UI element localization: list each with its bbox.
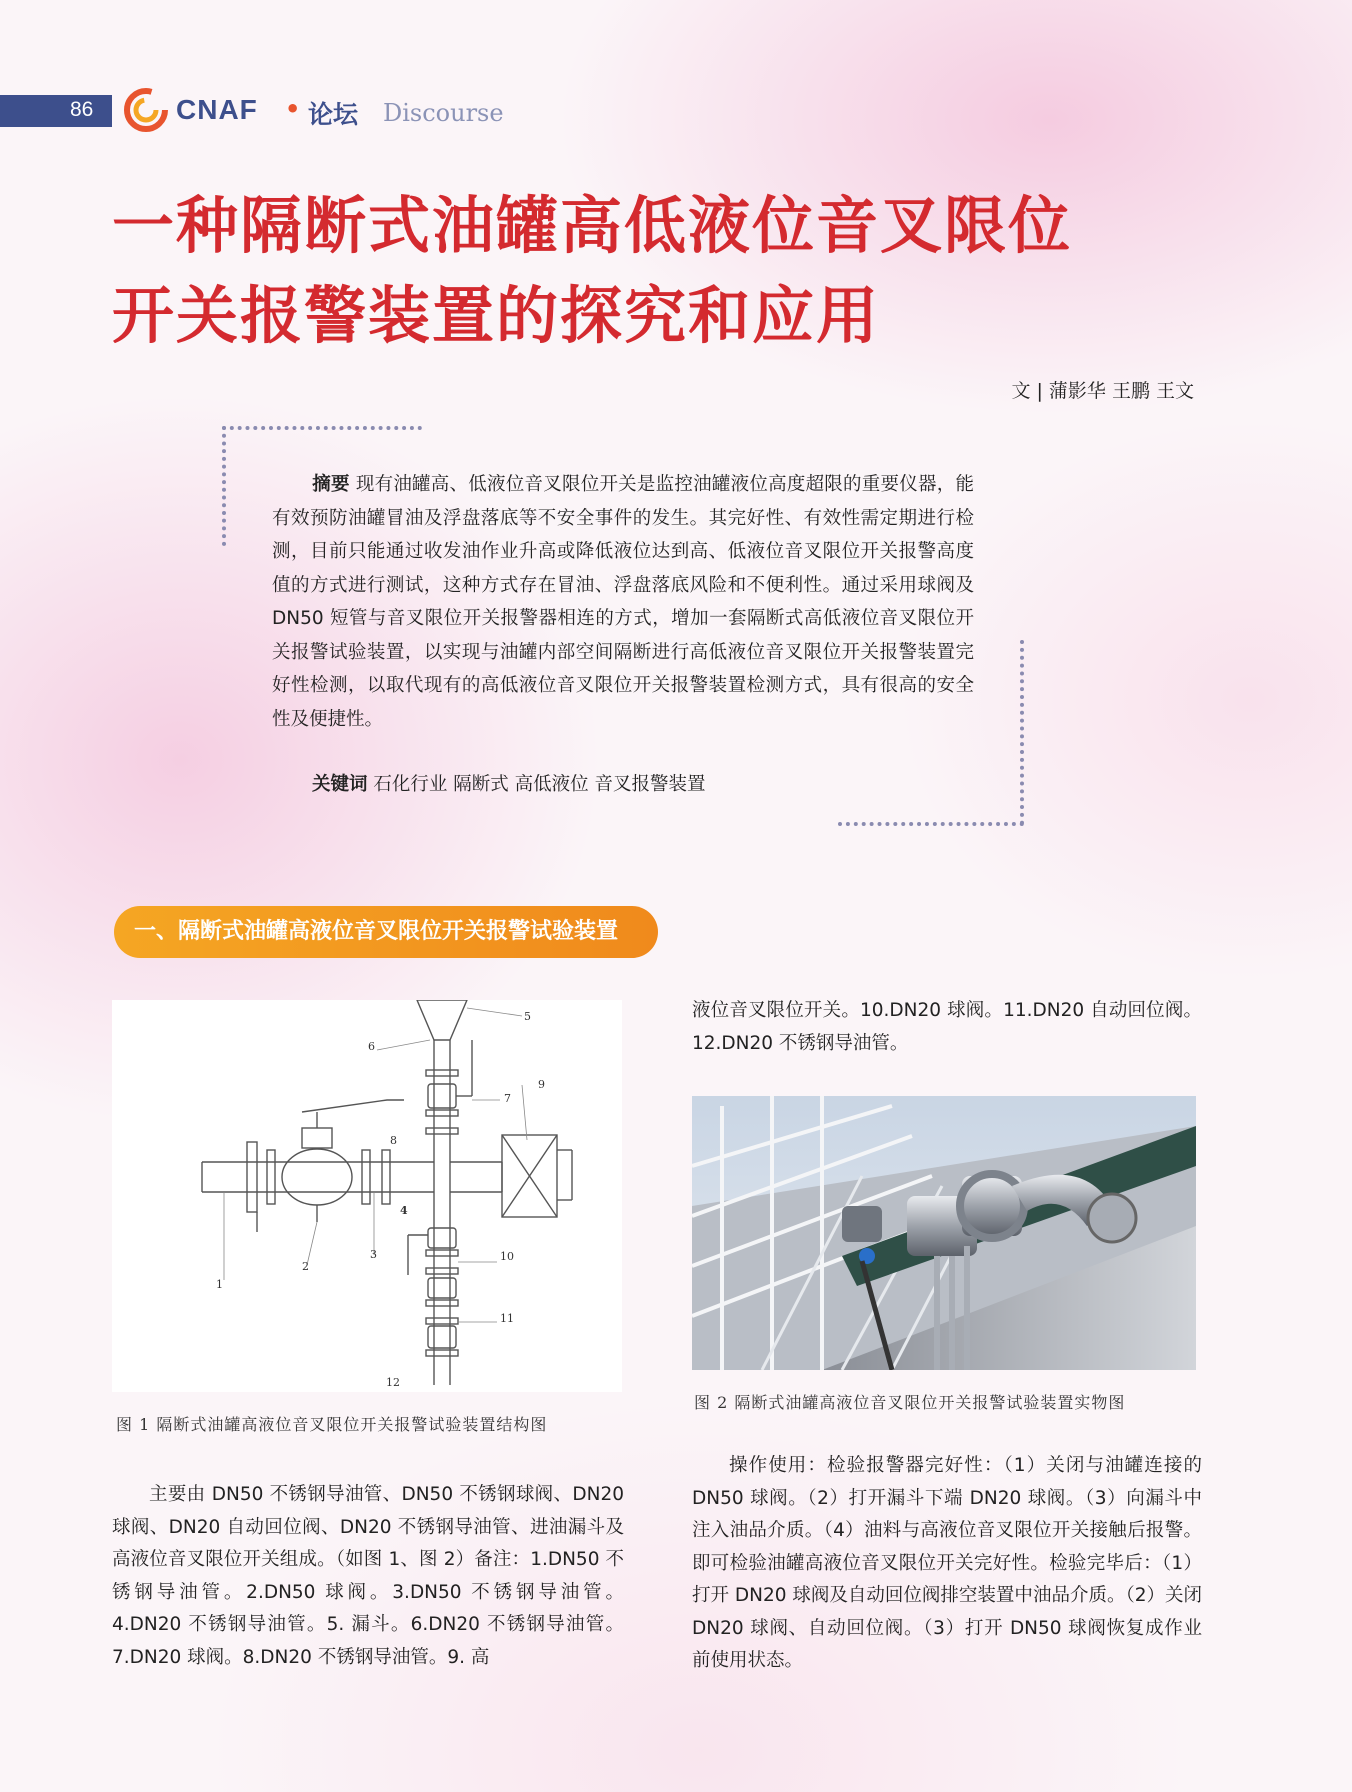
fig1-label-7: 7	[504, 1092, 511, 1105]
fig1-label-1: 1	[216, 1278, 223, 1291]
fig1-label-10: 10	[500, 1250, 514, 1263]
header-separator: •	[285, 95, 301, 123]
abstract	[272, 468, 974, 736]
figure2-photo	[692, 1096, 1196, 1370]
abstract-text: 现有油罐高、低液位音叉限位开关是监控油罐液位高度超限的重要仪器，能有效预防油罐冒油及浮盘落底等不安全事件的发生。其完好性、有效性需定期进行检测，目前只能通过收发油作业升高或降低液位达到高、低液位音叉限位开关报警高度值的方式进行测试，这种方式存在冒油、浮盘落底风险和不便利性。通过采用球阀及 DN50 短管与音叉限位开关报警器相连的方式，增加一套隔断式高低液位音叉限位开关报警试验装置，以实现与油罐内部空间隔断进行高低液位音叉限位开关报警装置完好性检测，以取代现有的高低液位音叉限位开关报警装置检测方式，具有很高的安全性及便捷性。	[272, 474, 974, 730]
section-name: 论坛	[308, 100, 359, 129]
body-paragraph-right: 操作使用：检验报警器完好性：（1）关闭与油罐连接的 DN50 球阀。（2）打开漏斗下端 DN20 球阀。（3）向漏斗中注入油品介质。（4）油料与高液位音叉限位开关接触后报警。即可检验油罐高液位音叉限位开关完好性。检验完毕后：（1）打开 DN20 球阀及自动回位阀排空装置中油品介质。（2）关闭 DN20 球阀、自动回位阀。（3）打开 DN50 球阀恢复成作业前使用状态。	[692, 1455, 1202, 1671]
page-number-bar	[0, 95, 112, 127]
keywords	[312, 770, 706, 796]
keywords-label: 关键词	[312, 774, 368, 795]
fig1-label-4: 4	[400, 1204, 408, 1217]
fig1-label-12: 12	[386, 1376, 400, 1389]
article-title-line2: 开关报警装置的探究和应用	[112, 279, 881, 352]
frame-border-bottom	[838, 822, 1024, 826]
byline: 文 | 蒲影华 王鹏 王文	[1011, 380, 1194, 402]
page-number: 86	[70, 98, 94, 121]
frame-border-top	[222, 426, 422, 430]
fig1-label-8: 8	[390, 1134, 397, 1147]
abstract-label: 摘要	[312, 474, 350, 495]
section-name-en: Discourse	[383, 99, 504, 127]
body-paragraph-left: 主要由 DN50 不锈钢导油管、DN50 不锈钢球阀、DN20 球阀、DN20 自动回位阀、DN20 不锈钢导油管、进油漏斗及高液位音叉限位开关组成。（如图 1、图 2）备注：1.DN50 不锈钢导油管。2.DN50 球阀。3.DN50 不锈钢导油管。4.DN20 不锈钢导油管。5. 漏斗。6.DN20 不锈钢导油管。7.DN20 球阀。8.DN20 不锈钢导油管。9. 高	[112, 1484, 624, 1668]
fig1-label-9: 9	[538, 1078, 545, 1091]
fig1-label-11: 11	[500, 1312, 514, 1325]
article-title-line1: 一种隔断式油罐高低液位音叉限位	[112, 189, 1073, 262]
body-paragraph-right-top: 液位音叉限位开关。10.DN20 球阀。11.DN20 自动回位阀。12.DN20 不锈钢导油管。	[692, 1000, 1202, 1054]
figure2-caption: 图 2 隔断式油罐高液位音叉限位开关报警试验装置实物图	[694, 1393, 1126, 1412]
frame-border-right	[1020, 640, 1024, 825]
frame-border-left	[222, 426, 226, 546]
fig1-label-6: 6	[368, 1040, 375, 1053]
section-heading: 一、隔断式油罐高液位音叉限位开关报警试验装置	[114, 906, 658, 958]
fig1-label-3: 3	[370, 1248, 377, 1261]
keywords-text: 石化行业 隔断式 高低液位 音叉报警装置	[373, 774, 706, 795]
figure1-caption: 图 1 隔断式油罐高液位音叉限位开关报警试验装置结构图	[116, 1415, 548, 1434]
fig1-label-5: 5	[524, 1010, 531, 1023]
fig1-label-2: 2	[302, 1260, 309, 1273]
figure1-diagram	[112, 1000, 622, 1392]
cnaf-logo-icon	[124, 88, 168, 132]
logo-text: CNAF	[176, 94, 258, 125]
